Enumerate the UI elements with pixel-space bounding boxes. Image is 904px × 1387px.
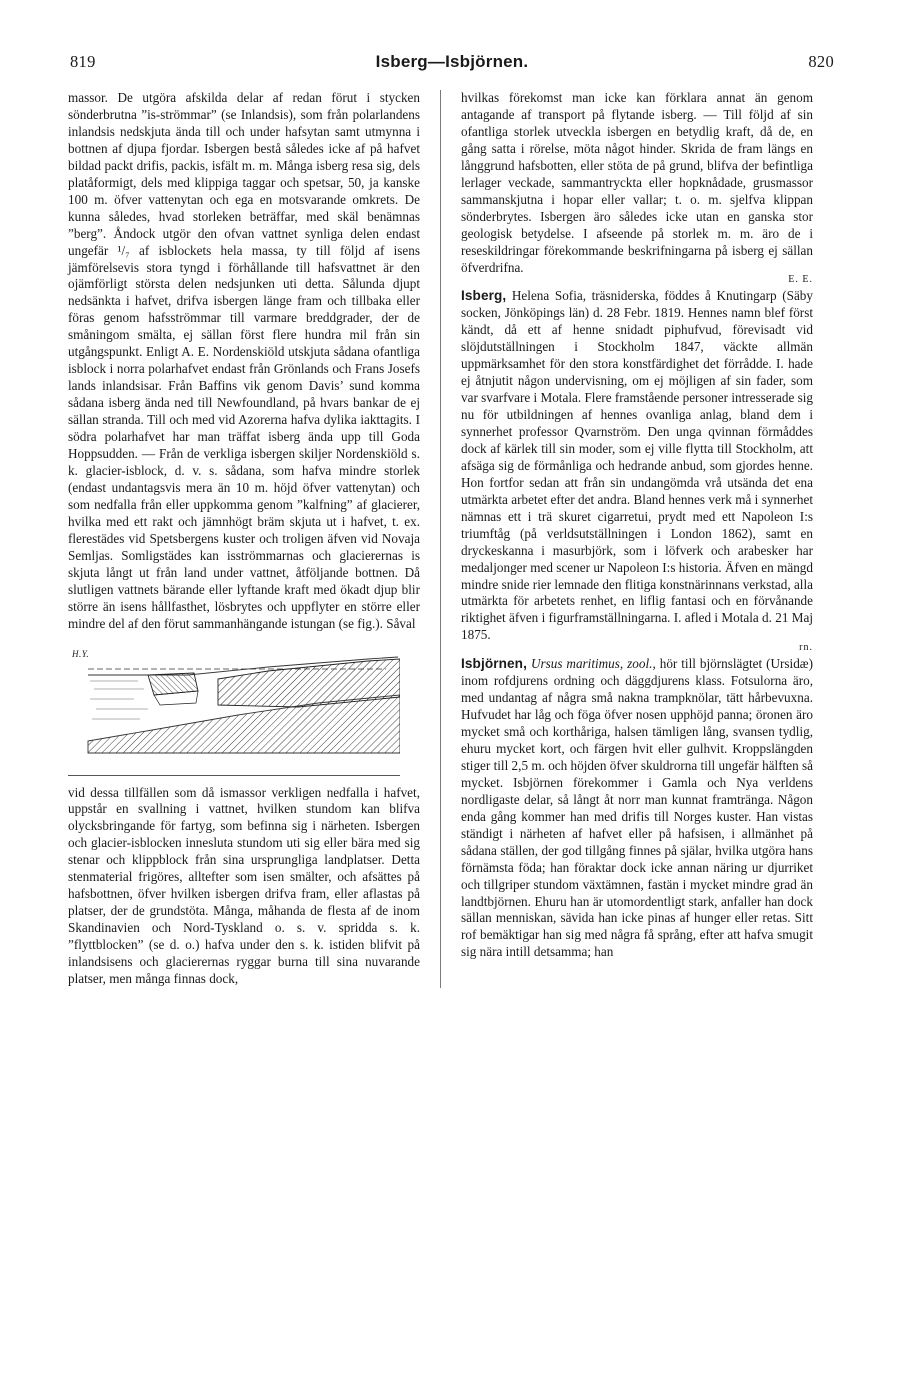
iceberg-figure (68, 645, 398, 765)
entry-latin-name: Ursus maritimus, zool., (530, 656, 656, 672)
body-paragraph: vid dessa tillfällen som då ismassor verkligen nedfalla i hafvet, uppstår en svallning i vattnet, hvilken stundom kan blifva olycksbringande för fartyg, som befinna sig i närheten. Isbergen och glacier-isblocken innesluta stundom uti sig eller bära med sig stenar och klippblock från sina ursprungliga landplatser. Detta stenmaterial frigöres, alltefter som isen smälter, och afsättes på hafsbottnen, öfver hvilken isbergen drifva fram, eller aflastas på platser, der de grundstöta. Många, måhanda de flesta af de inom Skandinavien och Nord-Tyskland o. s. v. spridda s. k. ”flyttblocken” (se d. o.) hafva under den s. k. istiden blifvit på inlandsisens och glacierernas ryggar burna till sina nuvarande platser, men många finnas dock, (68, 784, 420, 986)
entry-isberg-person (461, 287, 813, 644)
figure-drawing (68, 645, 400, 763)
body-paragraph: hvilkas förekomst man icke kan förklara annat än genom antagande af transport på flytande isberg. — Till följd af sin ofantliga storlek utveckla isbergen en betydlig kraft, då de, en gång satta i rörelse, möta något hinder. Skrida de fram längs en långgrund hafsbotten, eller stöta de på grund, blifva der befintliga lerlager veckade, sammantryckta eller hopknådade, grusmassor sammanskjutna i hopar eller vallar; t. o. m. sjelfva klippan sönderbrytes. Isbergen äro således icke utan en ganska stor geologisk betydelse. I afseende på storlek m. m. äro de i reseskildringar förekommande beskrifningarna på isberg ej sällan öfverdrifna. (461, 90, 813, 275)
column-container (68, 90, 836, 988)
right-column (441, 90, 813, 988)
folio-left: 819 (70, 52, 96, 71)
figure-rule (68, 775, 400, 776)
running-title: Isberg—Isbjörnen. (375, 52, 529, 71)
entry-body: Helena Sofia, träsniderska, föddes å Knutingarp (Säby socken, Jönköpings län) d. 28 Febr. 1819. Hennes namn blef först kändt, då ett af henne snidadt piphufvud, förevisadt vid slöjdutställningen i Stockholm 1847, väckte allmän uppmärksamhet för den stora konstfärdighet det förrådde. I. hade ej åtnjutit någon undervisning, om ej möjligen af sin fader, som var svarfvare i Motala. Flere framstående personer intresserade sig nu för utbildningen af hennes ovanliga anlag, bland dem i synnerhet professor Qvarnström. Den unga qvinnan förmåddes dock af kärlek till sin moder, som ej ville flytta till Stockholm, att afsäga sig de förmånliga och hedrande anbud, som gjordes henne. Hon fortfor sedan att från sin undangömda vrå utsända det ena utmärkta arbetet efter det andra. Bland hennes verk må i synnerhet nämnas ett i trä skuret cigarretui, prydt med ett Napoleon I:s triumftåg (på verldsutställningen i London 1862), samt en dryckeskanna i masurbjörk, som i löfverk och arabesker har medaljonger med scener ur Napoleon I:s historia. Äfven en mängd mindre snide rier lemnade den flitiga konstnärinnans verkstad, alla utmärkta för arbetets renhet, en liflig fantasi och en förvånande riktighet äfven i figurframställningarna. I. afled i Motala d. 21 Maj 1875. (461, 288, 813, 643)
entry-body: hör till björnslägtet (Ursidæ) inom rofdjurens ordning och däggdjurens klass. Fotsulorna äro, med undantag af några små nakna trampknölar, tätt hårbevuxna. Hufvudet har låg och föga öfver nosen upphöjd panna; öronen äro mycket små och korthåriga, halsen tämligen lång, svansen tydlig, ehuru mycket kort, och färgen hvit eller gulhvit. Kroppslängden stiger till 2,5 m. och höjden öfver skuldrorna till ungefär hälften så mycket. Isbjörnen förekommer i Gamla och Nya verldens nordligaste delar, så långt åt norr man kunnat framtränga. Någon enda gång kommer han med drifis till Norges kuster. Han vistas ständigt i närheten af hafvet eller på hafsisen, i allmänhet på sådana ställen, der god tillgång finnes på själar, hvilka utgöra hans förnämsta föda; han föraktar dock icke annan näring ur djurriket och tillgriper stundom växtämnen, fastän i mycket mindre grad än landtbjörnen. Ehuru han är utomordentligt stark, anfaller han dock sällan menniskan, sävida han icke pinas af hunger eller retas. Sitt rof bemäktigar han sig med några få språng, efter att hafva smugit sig nära intill detsamma; han (461, 656, 813, 960)
entry-signature: rn. (799, 642, 813, 654)
folio-right: 820 (808, 52, 834, 71)
figure-label: H.Y. (72, 648, 90, 659)
entry-isbjornen (461, 655, 813, 961)
entry-headword: Isberg, (461, 288, 507, 304)
entry-headword: Isbjörnen, (461, 656, 527, 672)
body-paragraph: massor. De utgöra afskilda delar af redan förut i stycken sönderbrutna ”is-strömmar” (se Inlandsis), som från polarlandens inlandsis nedskjuta ända till och under hafsytan samt utmynna i bottnen af djupa fjordar. Isbergen bestå således icke af på hafvet bildad packt drifis, packis, isfält m. m. Många isberg resa sig, dels platåformigt, dels med klippiga taggar och spetsar, 50, ja kanske 100 m. öfver vattenytan och ega en motsvarande omkrets. De kunna således, hvad storleken beträffar, med skäl benämnas ”berg”. Åndock utgör den ofvan vattnet synliga delen endast ungefär ¹/₇ af isblockets hela massa, ty till följd af isens jämförelsevis stora tyngd i förhållande till hafsvattnet är den ojämförligt största delen nedsjunken uti detta. Sålunda djupt nedsänkta i hafvet, drifva isbergen länge fram och tillbaka eller föras genom hafsströmmar till varmare breddgrader, der de småningom smälta, ej sällan först flere hundra mil från sin utgångspunkt. Enligt A. E. Nordenskiöld utskjuta sådana ofantliga isblock i norra polarhafvet endast från Grönlands och Frans Josefs lands inlandsisar. Från Baffins vik genom Davis’ sund komma sådana isberg ända ned till Newfoundland, på hvars bankar de ej sällan stranda. Till och med vid Azorerna hafva dylika iakttagits. I södra polarhafvet har man träffat isberg ända upp till Goda Hoppsudden. — Från de verkliga isbergen skiljer Nordenskiöld s. k. glacier-isblock, d. v. s. sådana, som hafva mindre storlek (endast undantagsvis mera än 10 m. höjd öfver vattenytan) och som nedfalla från eller uppkomma genom ”kalfning” af glacierer, hvilka med ett rakt och jämnhögt bräm skjuta ut i hafvet, t. ex. flerestädes vid Spetsbergens kuster och troligen äfven vid Novaja Semljas. Somligstädes kan isströmmarnas och glacierernas is skjuta långt ut från land under vattnet, åtföljande bottnen. Då slutligen vattnets bärande eller lyftande kraft med ökadt djup blir större än isens hållfasthet, lösbrytes och uppflyter en större eller mindre del af den förut sammanhängande istungan (se fig.). Såval (68, 90, 420, 631)
page-header (68, 52, 836, 72)
left-column (68, 90, 441, 988)
entry-signature: E. E. (788, 274, 813, 286)
